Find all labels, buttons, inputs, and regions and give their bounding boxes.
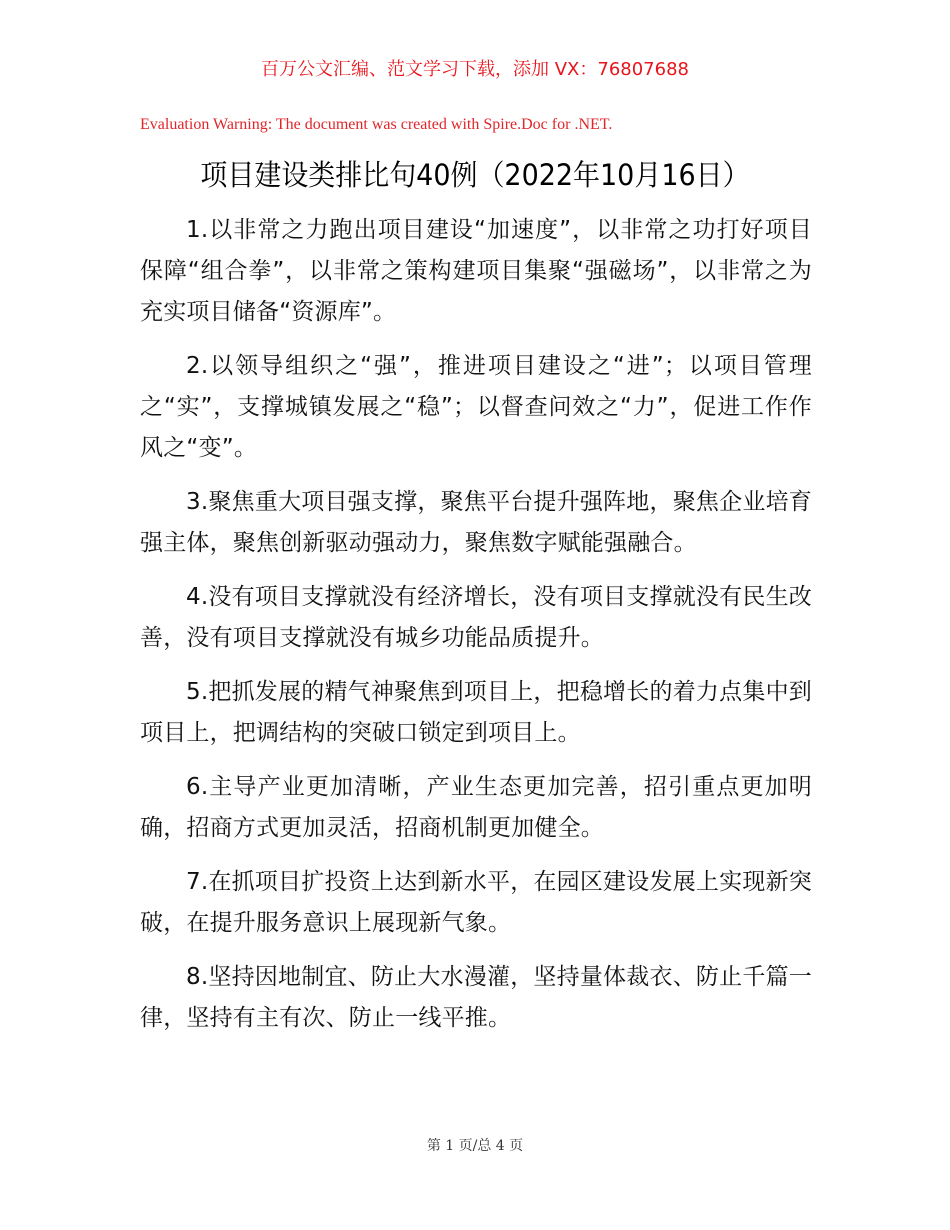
header-advertisement: 百万公文汇编、范文学习下载，添加 VX：76807688 — [261, 59, 689, 80]
document-body — [140, 210, 812, 1052]
paragraph-8: 8.坚持因地制宜、防止大水漫灌，坚持量体裁衣、防止千篇一律，坚持有主有次、防止一线平推。 — [140, 964, 812, 1031]
paragraph-3: 3.聚焦重大项目强支撑，聚焦平台提升强阵地，聚焦企业培育强主体，聚焦创新驱动强动力，聚焦数字赋能强融合。 — [140, 489, 812, 556]
paragraph-6: 6.主导产业更加清晰，产业生态更加完善，招引重点更加明确，招商方式更加灵活，招商机制更加健全。 — [140, 774, 812, 841]
paragraph-1: 1.以非常之力跑出项目建设“加速度”，以非常之功打好项目保障“组合拳”，以非常之策构建项目集聚“强磁场”，以非常之为充实项目储备“资源库”。 — [140, 217, 812, 325]
paragraph-7: 7.在抓项目扩投资上达到新水平，在园区建设发展上实现新突破，在提升服务意识上展现新气象。 — [140, 869, 812, 936]
evaluation-warning: Evaluation Warning: The document was created with Spire.Doc for .NET. — [140, 116, 613, 133]
page-number-footer: 第 1 页/总 4 页 — [426, 1138, 524, 1154]
paragraph-4: 4.没有项目支撑就没有经济增长，没有项目支撑就没有民生改善，没有项目支撑就没有城乡功能品质提升。 — [140, 584, 812, 651]
document-title: 项目建设类排比句40例（2022年10月16日） — [200, 158, 750, 192]
paragraph-2: 2.以领导组织之“强”，推进项目建设之“进”；以项目管理之“实”，支撑城镇发展之“稳”；以督查问效之“力”，促进工作作风之“变”。 — [140, 353, 812, 461]
paragraph-5: 5.把抓发展的精气神聚焦到项目上，把稳增长的着力点集中到项目上，把调结构的突破口锁定到项目上。 — [140, 679, 812, 746]
